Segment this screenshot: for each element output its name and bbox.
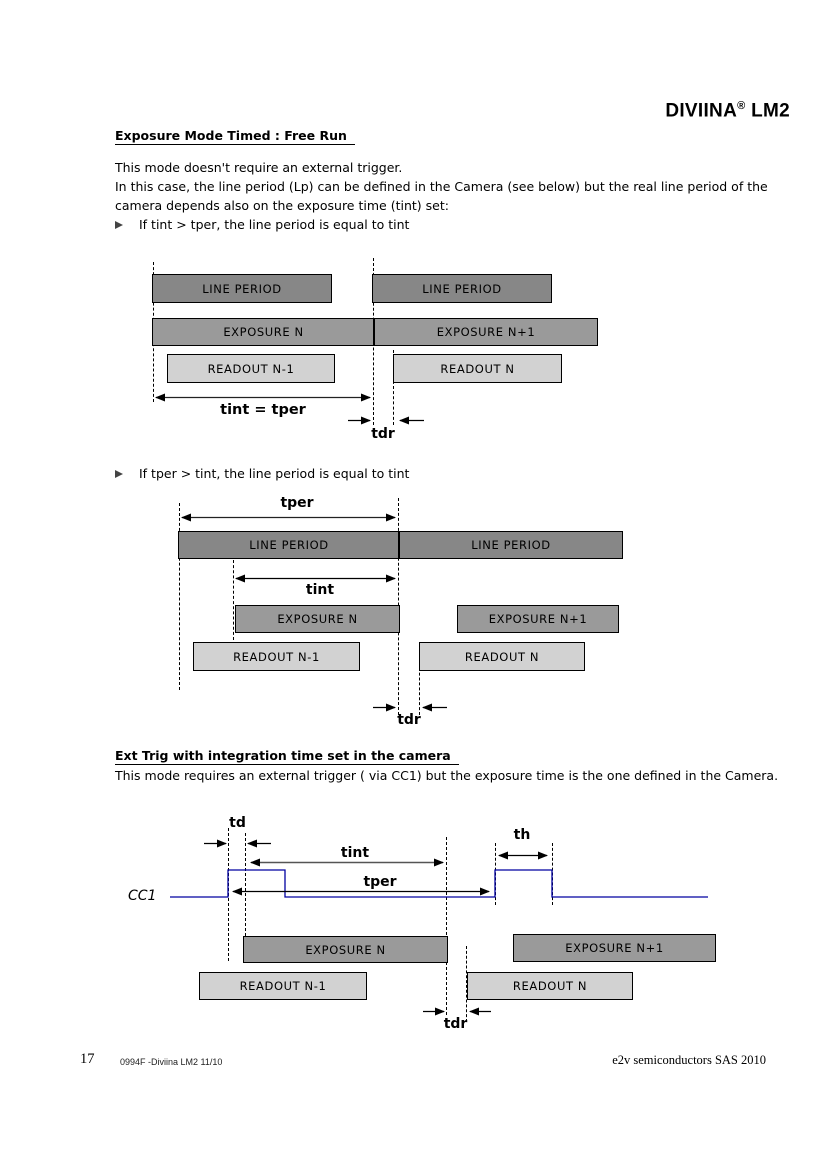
box-label: EXPOSURE N+1	[436, 325, 536, 339]
tdr-label: tdr	[371, 426, 395, 442]
box-label: READOUT N	[440, 361, 515, 376]
paragraph-line: In this case, the line period (Lp) can be defined in the Camera (see below) but the real line period of the	[115, 179, 768, 194]
timing-diagram-free-run-tper-gt-tint	[160, 490, 640, 740]
page-title	[665, 100, 790, 122]
document-reference: 0994F -Diviina LM2 11/10	[120, 1057, 223, 1067]
tint-eq-tper-label: tint = tper	[220, 402, 306, 418]
section-heading-ext-trig: Ext Trig with integration time set in the camera	[115, 748, 459, 765]
tint-label: tint	[340, 845, 370, 861]
box-label: EXPOSURE N	[223, 325, 304, 339]
box-label: LINE PERIOD	[249, 538, 329, 552]
box-label: EXPOSURE N+1	[565, 941, 664, 955]
box-label: LINE PERIOD	[422, 281, 502, 296]
box-label: LINE PERIOD	[471, 538, 551, 552]
paragraph-line: This mode doesn't require an external trigger.	[115, 160, 403, 175]
arrowhead-right-icon	[115, 221, 123, 229]
box-label: READOUT N-1	[207, 361, 295, 376]
th-label: th	[513, 827, 531, 843]
registered-mark: ®	[737, 100, 746, 112]
tper-label: tper	[280, 495, 314, 511]
paragraph-line: camera depends also on the exposure time (tint) set:	[115, 198, 449, 213]
box-label: EXPOSURE N	[277, 612, 358, 626]
td-label: td	[229, 815, 246, 831]
box-label: EXPOSURE N+1	[488, 612, 588, 626]
section-heading-free-run: Exposure Mode Timed : Free Run	[115, 128, 355, 145]
tdr-label: tdr	[443, 1016, 468, 1032]
arrows-layer	[120, 815, 720, 1045]
box-label: READOUT N	[512, 979, 588, 993]
box-label: EXPOSURE N	[305, 942, 386, 957]
box-label: READOUT N-1	[233, 649, 320, 664]
bullet-item-tper-gt-tint	[115, 466, 409, 481]
tper-label: tper	[363, 874, 397, 890]
bullet-text: If tint > tper, the line period is equal to tint	[139, 217, 410, 232]
box-label: LINE PERIOD	[202, 281, 282, 296]
bullet-text: If tper > tint, the line period is equal to tint	[139, 466, 410, 481]
timing-diagram-free-run-tint-gt-tper	[140, 255, 620, 450]
arrowhead-right-icon	[115, 470, 123, 478]
timing-diagram-ext-trig	[120, 815, 720, 1045]
arrows-layer	[140, 255, 620, 450]
model-name: LM2	[745, 100, 790, 122]
box-label: READOUT N	[464, 649, 540, 664]
box-label: READOUT N-1	[239, 979, 327, 993]
page-number: 17	[80, 1051, 95, 1067]
paragraph-line: This mode requires an external trigger ( via CC1) but the exposure time is the one defined in the Camera.	[115, 768, 779, 783]
arrows-layer	[160, 490, 640, 740]
bullet-item-tint-gt-tper	[115, 217, 409, 232]
tdr-label: tdr	[397, 712, 421, 728]
cc1-signal-label: CC1	[128, 888, 157, 904]
publisher-credit: e2v semiconductors SAS 2010	[612, 1053, 766, 1067]
brand-name: DIVIINA	[665, 100, 738, 122]
tint-label: tint	[305, 582, 335, 598]
